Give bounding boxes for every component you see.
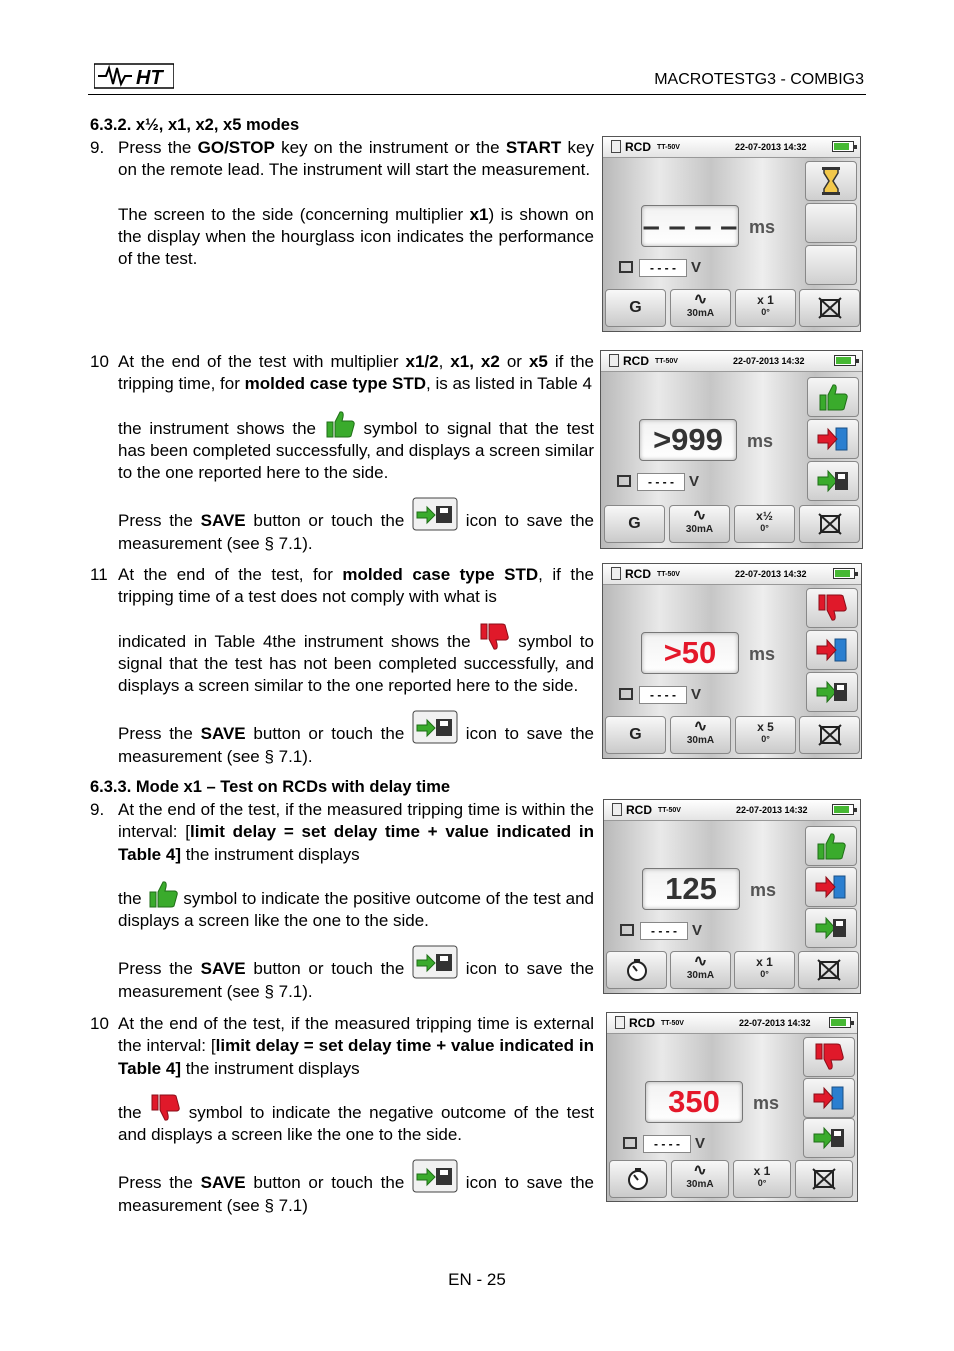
sine-icon: ∿ [692,507,707,524]
measured-value: 125 [642,868,740,910]
step-number: 10 [90,1014,109,1033]
voltage-icon [619,261,633,273]
multiplier-button[interactable]: x 5 0° [735,716,796,754]
step-number: 9. [90,800,105,819]
voltage-unit: V [695,1135,706,1152]
step-11-paragraph: 11 At the end of the test, for molded case type STD, if the tripping time of a test does not comply with what is indicated in Table 4the instrument shows the symbol to signal that the test has not been completed successfully, and displays a screen similar to the one reported here to the side. Press the SAVE button or touch the icon to save the measurement (see § 7.1). [90,565,594,766]
exit-icon [816,424,850,454]
screen-title: RCD [626,803,652,817]
save-icon [412,1159,458,1193]
save-icon [815,677,849,707]
rcd-settings-icon [815,722,845,748]
result-button[interactable] [806,588,858,628]
result-button[interactable] [807,377,859,417]
measured-value: >50 [641,632,739,674]
battery-icon [832,804,854,815]
save-icon [812,1123,846,1153]
save-icon [412,945,458,979]
unit-label: ms [747,431,774,451]
current-button[interactable]: ∿ 30mA [670,289,731,327]
save-icon [816,466,850,496]
rcd-settings-icon [815,295,845,321]
exit-icon [815,635,849,665]
exit-icon [814,872,848,902]
step-10-paragraph: 10 At the end of the test with multiplier x1/2, x1, x2 or x5 if the tripping time, for molded case type STD, is as listed in Table 4 the instrument shows the symbol to signal that the test has been completed successfully, and displays a screen similar to the one reported here to the side. Press the SAVE button or touch the icon to save the measurement (see § 7.1). [90,352,595,553]
screen-mode: TT-50V [655,358,678,365]
save-button[interactable] [807,461,859,501]
rcd-icon [615,1016,625,1029]
section-heading-6-3-3: 6.3.3. Mode x1 – Test on RCDs with delay time [90,778,451,796]
save-button[interactable] [805,908,857,948]
step-number: 9. [90,138,105,157]
voltage-icon [617,475,631,487]
voltage-icon [619,688,633,700]
voltage-icon [620,924,634,936]
hourglass-icon [814,166,848,196]
screen-status-bar [604,800,860,821]
thumb-up-icon [324,409,356,439]
screen-datetime: 22-07-2013 14:32 [733,356,805,366]
result-button[interactable] [803,1037,855,1077]
voltage-value: - - - - [643,1135,691,1153]
multiplier-button[interactable]: x 1 0° [735,289,796,327]
screen-datetime: 22-07-2013 14:32 [735,142,807,152]
voltage-value: - - - - [639,686,687,704]
exit-button[interactable] [806,630,858,670]
sine-icon: ∿ [693,291,708,308]
multiplier-button[interactable]: x 1 0° [734,951,795,989]
settings-button[interactable] [799,716,860,754]
thumb-down-icon [149,1093,181,1123]
screen-mode: TT-50V [657,144,680,151]
thumb-down-icon [815,593,849,623]
voltage-value: - - - - [640,922,688,940]
exit-button[interactable] [803,1078,855,1118]
instrument-screen-fail-350 [606,1012,858,1202]
battery-icon [829,1017,851,1028]
voltage-unit: V [691,259,702,276]
logo-text: HT [136,67,163,89]
screen-mode: TT-50V [661,1020,684,1027]
save-button[interactable] [803,1118,855,1158]
thumb-up-icon [816,382,850,412]
screen-mode: TT-50V [657,571,680,578]
voltage-unit: V [692,922,703,939]
thumb-up-icon [814,831,848,861]
voltage-icon [623,1137,637,1149]
settings-button[interactable] [799,505,860,543]
step-10-delay-paragraph: 10 At the end of the test, if the measured tripping time is external the interval: [limit delay = set delay time + value indicated in Table 4] the instrument displays the symbol to indicate the negative outcome of the test and displays a screen like the one to the side. Press the SAVE button or touch the icon to save the measurement (see § 7.1) [90,1014,595,1215]
screen-status-bar [603,137,860,158]
rcd-icon [612,803,622,816]
screen-title: RCD [629,1016,655,1030]
result-button[interactable] [805,826,857,866]
current-button[interactable]: ∿ 30mA [670,716,731,754]
unit-label: ms [753,1093,780,1113]
ht-logo-icon [94,62,174,90]
exit-icon [812,1083,846,1113]
step-number: 11 [90,565,108,584]
multiplier-button[interactable]: x 1 0° [733,1160,791,1198]
delay-timer-button[interactable] [609,1160,667,1198]
page-header [88,60,866,95]
step-9-delay-paragraph: 9. At the end of the test, if the measured tripping time is within the interval: [limit delay = set delay time + value indicated in Table 4] the instrument displays the symbol to indicate the positive outcome of the test and displays a screen like the one to the side. Press the SAVE button or touch the icon to save the measurement (see § 7.1). [90,800,594,1001]
voltage-unit: V [689,473,700,490]
measured-value: – – – – [641,205,739,247]
hourglass-button[interactable] [805,161,857,201]
battery-icon [833,568,855,579]
current-button[interactable]: ∿ 30mA [671,1160,729,1198]
screen-status-bar [601,351,862,372]
settings-button[interactable] [798,951,859,989]
screen-title: RCD [625,140,651,154]
voltage-value: - - - - [637,473,685,491]
thumb-down-icon [812,1042,846,1072]
timer-icon [624,957,650,983]
battery-icon [834,355,856,366]
unit-label: ms [749,644,776,664]
current-button[interactable]: ∿ 30mA [670,951,731,989]
empty-side-button-1[interactable] [805,203,857,243]
screen-datetime: 22-07-2013 14:32 [735,569,807,579]
rcd-settings-icon [814,957,844,983]
document-title: MACROTESTG3 - COMBIG3 [654,71,864,88]
screen-datetime: 22-07-2013 14:32 [736,805,808,815]
rcd-icon [611,140,621,153]
section-heading-6-3-2: 6.3.2. x½, x1, x2, x5 modes [90,116,300,134]
timer-icon [625,1166,651,1192]
rcd-icon [611,567,621,580]
save-icon [814,913,848,943]
unit-label: ms [749,217,776,237]
unit-label: ms [750,880,777,900]
step-number: 10 [90,352,109,371]
exit-button[interactable] [807,419,859,459]
delay-timer-button[interactable] [606,951,667,989]
sine-icon: ∿ [693,953,708,970]
save-icon [412,710,458,744]
instrument-screen-running [602,136,861,332]
battery-icon [832,141,854,152]
sine-icon: ∿ [693,1162,707,1179]
page-number: EN - 25 [448,1270,506,1289]
rcd-settings-icon [815,511,845,537]
measured-value: >999 [639,419,737,461]
empty-side-button-2[interactable] [805,245,857,285]
ground-button[interactable]: G [605,716,666,754]
multiplier-button[interactable]: x½ 0° [734,505,795,543]
exit-button[interactable] [805,867,857,907]
ground-button[interactable]: G [605,289,666,327]
screen-datetime: 22-07-2013 14:32 [739,1018,811,1028]
thumb-down-icon [478,622,510,652]
instrument-screen-pass-125 [603,799,861,994]
save-icon [412,497,458,531]
measured-value: 350 [645,1081,743,1123]
screen-mode: TT-50V [658,807,681,814]
save-button[interactable] [806,672,858,712]
settings-button[interactable] [795,1160,853,1198]
settings-button[interactable] [799,289,860,327]
ground-button[interactable]: G [604,505,665,543]
rcd-icon [609,354,619,367]
voltage-value: - - - - [639,259,687,277]
step-9-paragraph: 9. Press the GO/STOP key on the instrument or the START key on the remote lead. The instrument will start the measurement. The screen to the side (concerning multiplier x1) is shown on the display when the hourglass icon indicates the performance of the test. [90,138,594,269]
current-button[interactable]: ∿ 30mA [669,505,730,543]
instrument-screen-pass-999 [600,350,863,549]
screen-title: RCD [623,354,649,368]
screen-status-bar [607,1013,857,1034]
voltage-unit: V [691,686,702,703]
screen-status-bar [603,564,861,585]
rcd-settings-icon [809,1166,839,1192]
instrument-screen-fail-50 [602,563,862,759]
sine-icon: ∿ [693,718,708,735]
screen-title: RCD [625,567,651,581]
thumb-up-icon [147,879,179,909]
